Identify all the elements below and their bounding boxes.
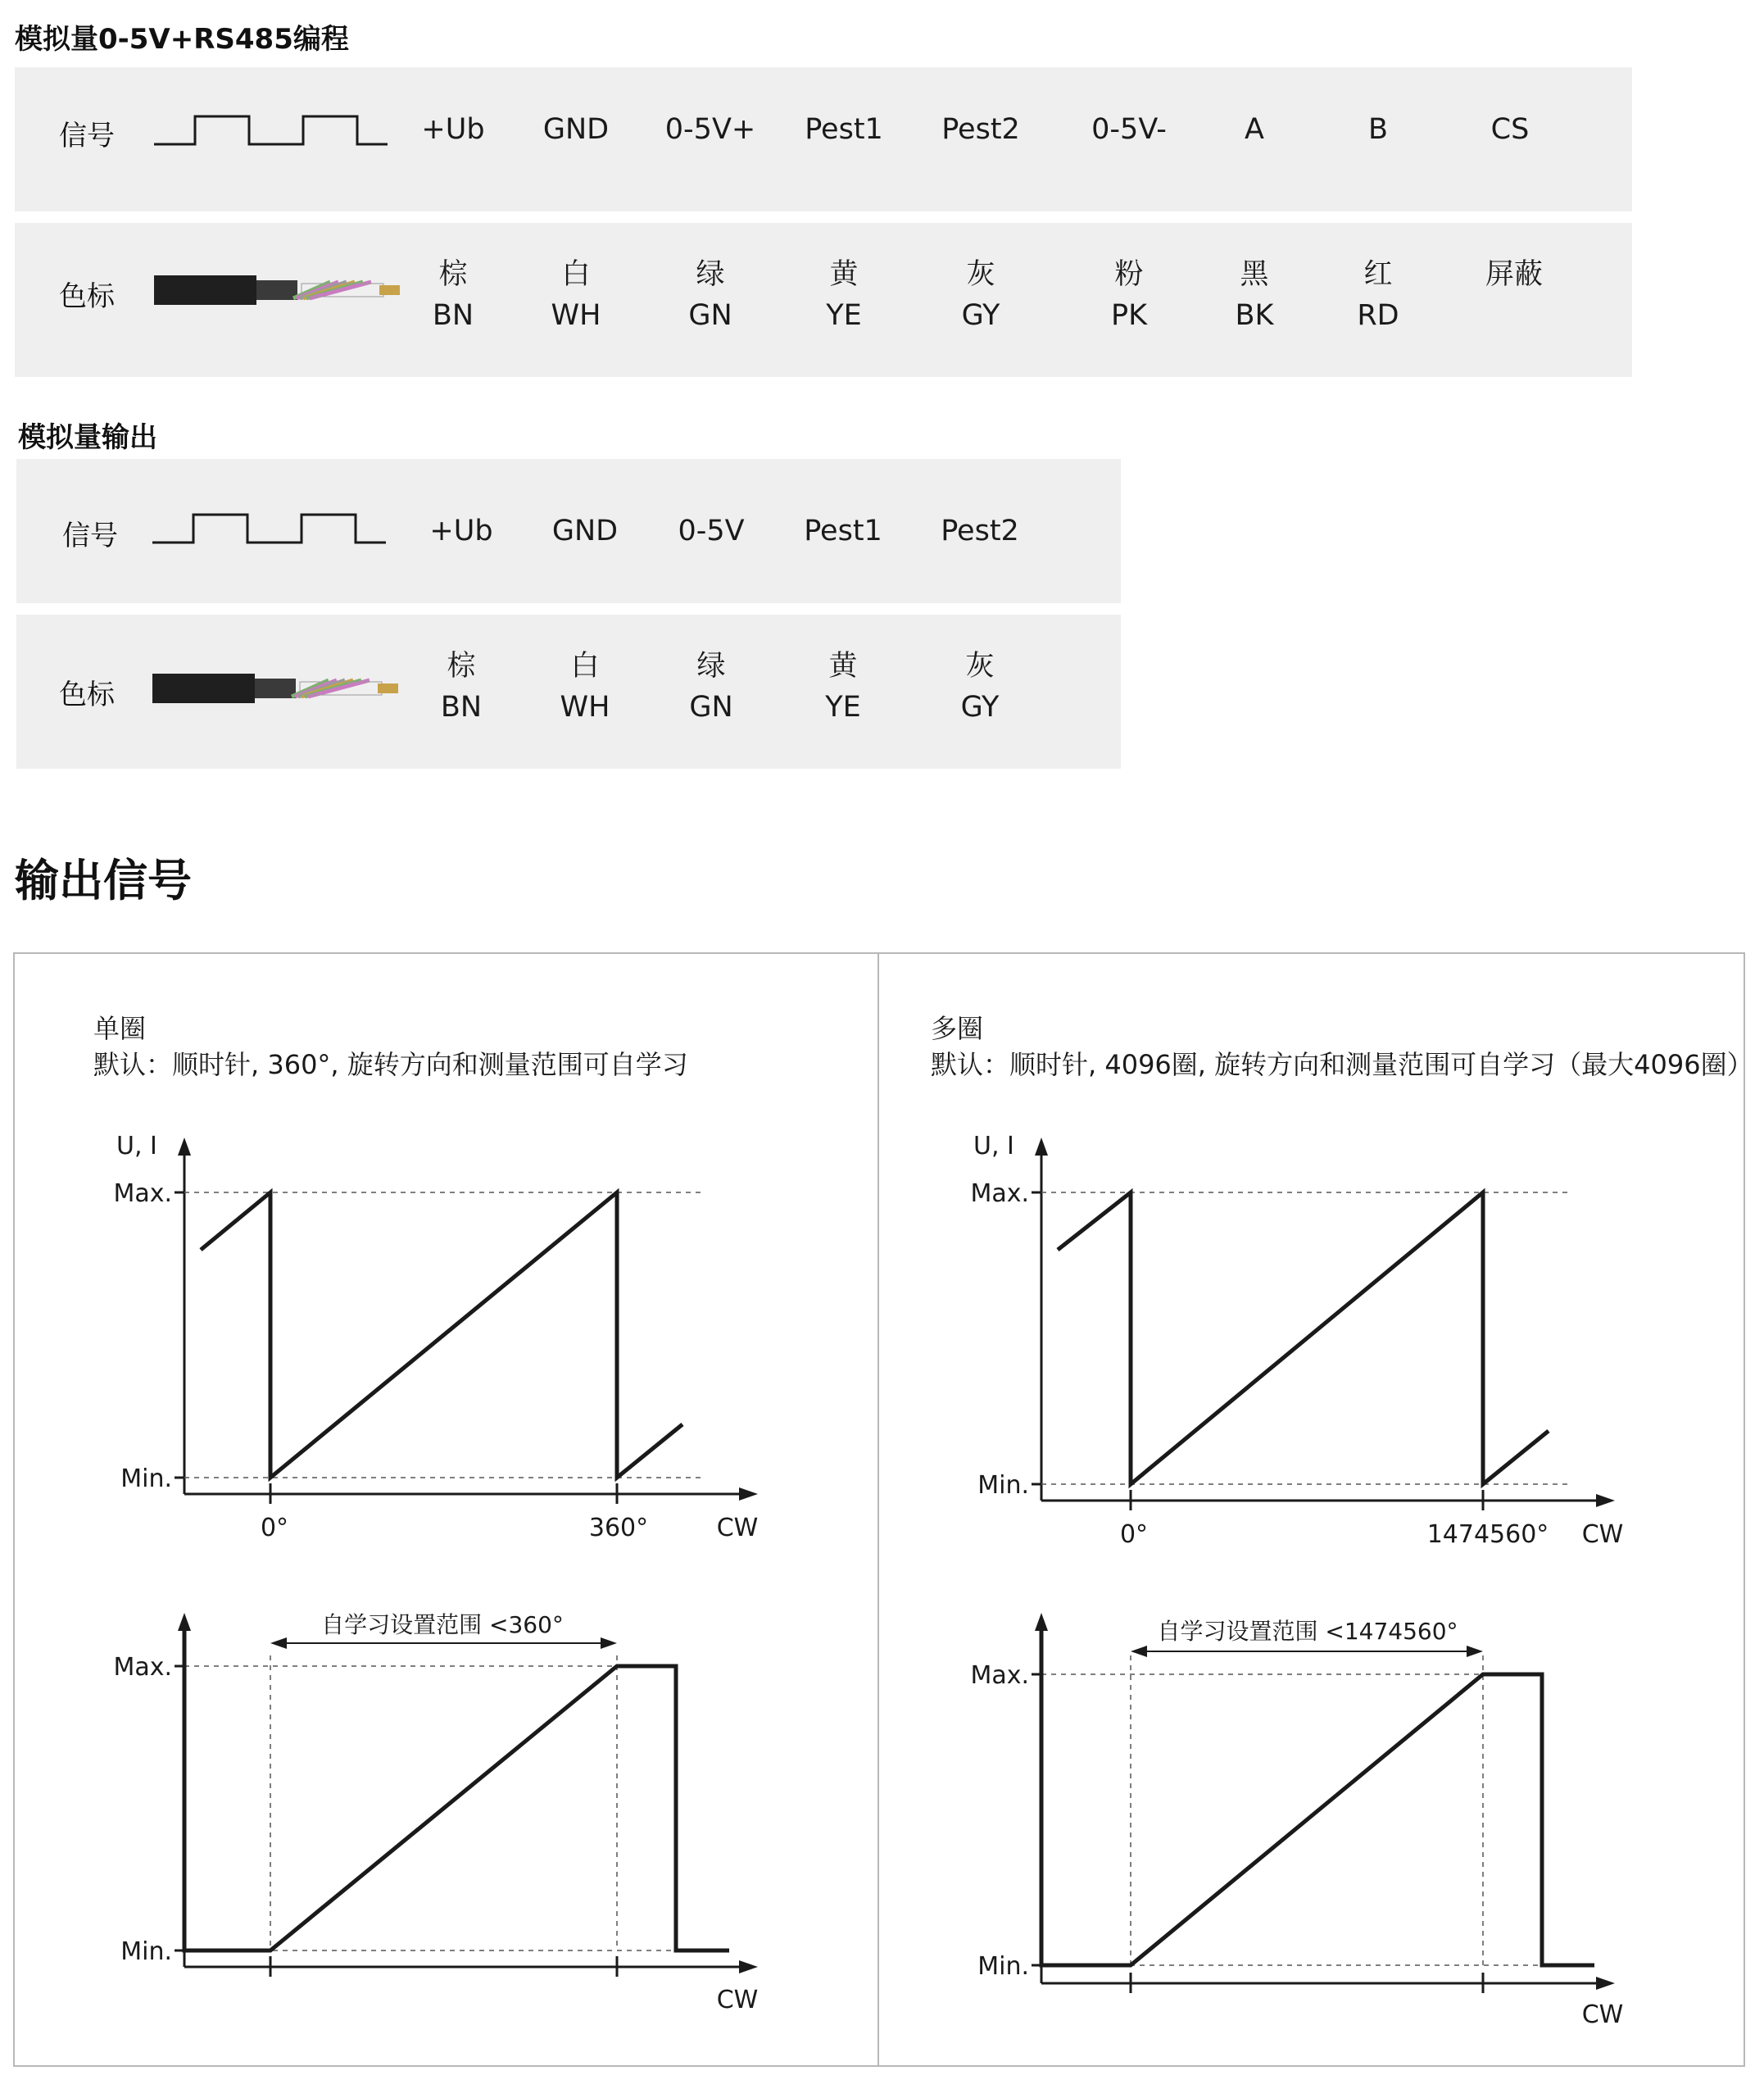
wire-color: [396, 646, 527, 728]
wire-color-cn: 屏蔽: [1485, 258, 1543, 291]
x-axis-label: CW: [1581, 2000, 1624, 2029]
signal-label: 0-5V+: [664, 113, 756, 146]
section2-color-label: 色标: [59, 679, 115, 711]
signal-label: Pest2: [941, 113, 1020, 146]
signal-label: Pest2: [941, 515, 1019, 547]
signal-label: A: [1245, 113, 1264, 146]
single-sawtooth-chart: [107, 1131, 778, 1557]
wire-color: [388, 254, 519, 336]
wire-color-cn: 棕: [447, 650, 476, 683]
wire-color: [778, 254, 909, 336]
wire-color-code: BK: [1235, 299, 1274, 332]
wire-color-cn: 绿: [696, 650, 726, 683]
signal-label: 0-5V: [678, 515, 745, 547]
section1-color-label: 色标: [59, 280, 115, 313]
signal-label: GND: [551, 515, 619, 547]
signal-label: +Ub: [429, 515, 493, 547]
signal-label: GND: [542, 113, 610, 146]
max-label: Max.: [113, 1653, 172, 1682]
wire-color: [1063, 254, 1195, 336]
pulse-wave-icon: [154, 113, 388, 149]
ramp-signal-line: [184, 1619, 729, 1950]
wire-color-code: RD: [1357, 299, 1399, 332]
wire-color-cn: 灰: [965, 650, 995, 683]
wire-color-code: GY: [960, 691, 1000, 724]
max-label: Max.: [970, 1179, 1029, 1208]
wire-color-cn: 黑: [1240, 258, 1269, 291]
max-label: Max.: [970, 1661, 1029, 1690]
cable-icon: [154, 274, 400, 307]
single-panel-title: 单圈: [93, 1013, 147, 1044]
min-label: Min.: [977, 1471, 1029, 1500]
multi-panel-desc: 默认：顺时针, 4096圈, 旋转方向和测量范围可自学习（最大4096圈）: [931, 1049, 1753, 1080]
signal-label: CS: [1490, 113, 1530, 146]
output-panel-divider: [877, 952, 879, 2067]
x-start-label: 0°: [260, 1514, 289, 1542]
min-label: Min.: [977, 1952, 1029, 1981]
wire-color: [778, 646, 909, 728]
wire-color-cn: 灰: [966, 258, 995, 291]
output-title: 输出信号: [15, 855, 192, 906]
wire-color-code: YE: [826, 299, 862, 332]
wire-color-code: BN: [440, 691, 483, 724]
wire-color-cn: 白: [561, 258, 591, 291]
sawtooth-signal-line: [201, 1192, 682, 1478]
section2-title: 模拟量输出: [18, 421, 157, 454]
x-axis-label: CW: [716, 1986, 759, 2014]
max-label: Max.: [113, 1179, 172, 1208]
wire-color-cn: 白: [570, 650, 600, 683]
wire-color-code: GN: [689, 691, 733, 724]
range-label: 自学习设置范围 <1474560°: [1157, 1618, 1458, 1645]
wire-color-code: WH: [560, 691, 610, 724]
wire-color: [915, 254, 1046, 336]
min-label: Min.: [120, 1465, 172, 1493]
multi-panel-title: 多圈: [931, 1013, 984, 1044]
wire-color-code: PK: [1110, 299, 1148, 332]
signal-label: Pest1: [805, 113, 883, 146]
x-end-label: 1474560°: [1426, 1520, 1549, 1549]
wire-color-cn: 粉: [1114, 258, 1144, 291]
signal-label: 0-5V-: [1091, 113, 1167, 146]
wire-color-code: BN: [432, 299, 474, 332]
wire-color: [1189, 254, 1320, 336]
min-label: Min.: [120, 1937, 172, 1966]
wire-color-cn: 红: [1363, 258, 1393, 291]
wire-color: [510, 254, 642, 336]
wire-color-cn: 黄: [828, 650, 858, 683]
section1-signal-label: 信号: [59, 120, 115, 152]
multi-sawtooth-chart: [964, 1131, 1635, 1565]
x-start-label: 0°: [1119, 1520, 1149, 1549]
sawtooth-signal-line: [1058, 1192, 1549, 1484]
wire-color: [519, 646, 651, 728]
single-panel-desc: 默认：顺时针, 360°, 旋转方向和测量范围可自学习: [93, 1049, 688, 1080]
range-label: 自学习设置范围 <360°: [321, 1611, 564, 1638]
wire-color-cn: 棕: [438, 258, 468, 291]
x-axis-label: CW: [716, 1514, 759, 1542]
y-axis-label: U, I: [116, 1132, 157, 1160]
wire-color: [914, 646, 1045, 728]
wire-color-code: WH: [551, 299, 601, 332]
single-ramp-chart: [107, 1606, 778, 2024]
signal-label: B: [1367, 113, 1388, 146]
section2-signal-label: 信号: [62, 520, 118, 552]
wire-color-cn: 黄: [829, 258, 859, 291]
signal-label: Pest1: [804, 515, 882, 547]
x-axis-label: CW: [1581, 1520, 1624, 1549]
wire-color-cn: 绿: [696, 258, 725, 291]
wire-color: [1313, 254, 1444, 336]
signal-label: +Ub: [421, 113, 485, 146]
wire-color-code: GY: [961, 299, 1000, 332]
y-axis-label: U, I: [973, 1132, 1014, 1160]
wire-color-code: YE: [825, 691, 861, 724]
ramp-signal-line: [1041, 1619, 1594, 1965]
wire-color: [645, 254, 776, 336]
wire-color: [646, 646, 777, 728]
section1-title: 模拟量0-5V+RS485编程: [15, 23, 349, 56]
pulse-wave-icon: [152, 511, 386, 547]
wire-color: [1449, 254, 1580, 295]
wire-color-code: GN: [688, 299, 732, 332]
multi-ramp-chart: [964, 1606, 1635, 2041]
cable-icon: [152, 672, 398, 705]
x-end-label: 360°: [588, 1514, 649, 1542]
